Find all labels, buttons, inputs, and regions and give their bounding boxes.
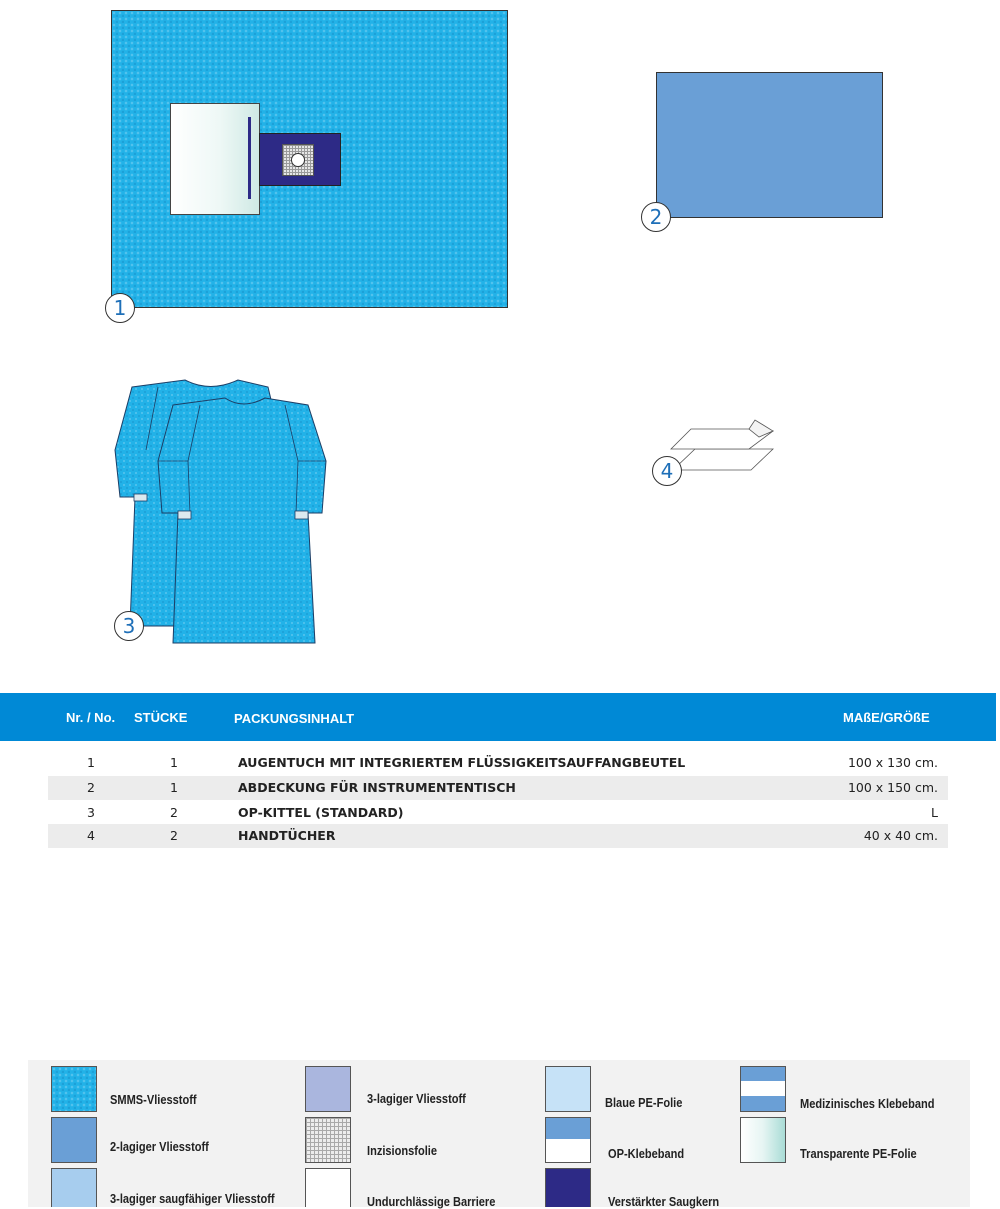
gown-back-cuff: [134, 494, 147, 501]
legend-label: Blaue PE-Folie: [605, 1095, 683, 1110]
table-row: [48, 776, 948, 800]
legend-swatch-medical-tape: [740, 1066, 786, 1112]
legend-swatch-three-layer: [305, 1066, 351, 1112]
legend-swatch-transparent-pe: [740, 1117, 786, 1163]
cell-no: 4: [87, 828, 95, 843]
cell-pieces: 2: [170, 828, 178, 843]
table-row: [48, 801, 948, 825]
legend-swatch-op-tape: [545, 1117, 591, 1163]
cell-no: 1: [87, 755, 95, 770]
legend-swatch-incision-film: [305, 1117, 351, 1163]
item-number-badge: 2: [641, 202, 671, 232]
table-row: [48, 751, 948, 775]
cell-no: 2: [87, 780, 95, 795]
cell-pieces: 2: [170, 805, 178, 820]
table-row: [48, 824, 948, 848]
legend-label: Inzisionsfolie: [367, 1143, 437, 1158]
legend-swatch-two-layer: [51, 1117, 97, 1163]
item4-towels-illustration: [665, 418, 780, 473]
legend-label: OP-Klebeband: [608, 1146, 685, 1161]
header-no: Nr. / No.: [66, 710, 116, 725]
header-contents: PACKUNGSINHALT: [234, 711, 355, 726]
legend-label: 2-lagiger Vliesstoff: [110, 1139, 209, 1154]
legend-label: Transparente PE-Folie: [800, 1146, 917, 1161]
gown-front-cuff-left: [178, 511, 191, 519]
cell-pieces: 1: [170, 755, 178, 770]
legend-label: SMMS-Vliesstoff: [110, 1092, 197, 1107]
item1-pouch-film: [170, 103, 260, 215]
cell-size: 100 x 130 cm.: [847, 755, 938, 770]
item-number-badge: 1: [105, 293, 135, 323]
cell-size: 40 x 40 cm.: [863, 828, 938, 843]
legend-label: Verstärkter Saugkern: [608, 1194, 720, 1209]
cell-size: L: [931, 805, 938, 820]
material-legend: [28, 1060, 970, 1207]
item-number-badge: 4: [652, 456, 682, 486]
item2-table-cover: [656, 72, 883, 218]
item1-adhesive-strip: [248, 117, 251, 199]
legend-label: 3-lagiger saugfähiger Vliesstoff: [110, 1191, 275, 1206]
legend-label: Undurchlässige Barriere: [367, 1194, 496, 1209]
item1-eye-opening: [291, 153, 305, 167]
cell-contents: OP-KITTEL (STANDARD): [238, 805, 404, 820]
header-size: MAßE/GRÖßE: [843, 710, 930, 725]
legend-label: 3-lagiger Vliesstoff: [367, 1091, 466, 1106]
item-number-badge: 3: [114, 611, 144, 641]
gown-front-cuff-right: [295, 511, 308, 519]
legend-swatch-barrier: [305, 1168, 351, 1207]
towel-bottom: [673, 449, 773, 470]
legend-swatch-absorbent: [51, 1168, 97, 1207]
item3-gowns-illustration: [110, 375, 335, 650]
contents-table-header: [0, 693, 996, 741]
gown-front: [158, 398, 326, 643]
legend-swatch-reinforced-core: [545, 1168, 591, 1207]
legend-swatch-blue-pe-film: [545, 1066, 591, 1112]
cell-size: 100 x 150 cm.: [847, 780, 938, 795]
cell-pieces: 1: [170, 780, 178, 795]
cell-contents: HANDTÜCHER: [238, 828, 336, 843]
header-pieces: STÜCKE: [134, 710, 188, 725]
legend-label: Medizinisches Klebeband: [800, 1096, 935, 1111]
cell-contents: AUGENTUCH MIT INTEGRIERTEM FLÜSSIGKEITSAUFFANGBEUTEL: [238, 755, 686, 770]
cell-contents: ABDECKUNG FÜR INSTRUMENTENTISCH: [238, 780, 516, 795]
cell-no: 3: [87, 805, 95, 820]
legend-swatch-smms: [51, 1066, 97, 1112]
